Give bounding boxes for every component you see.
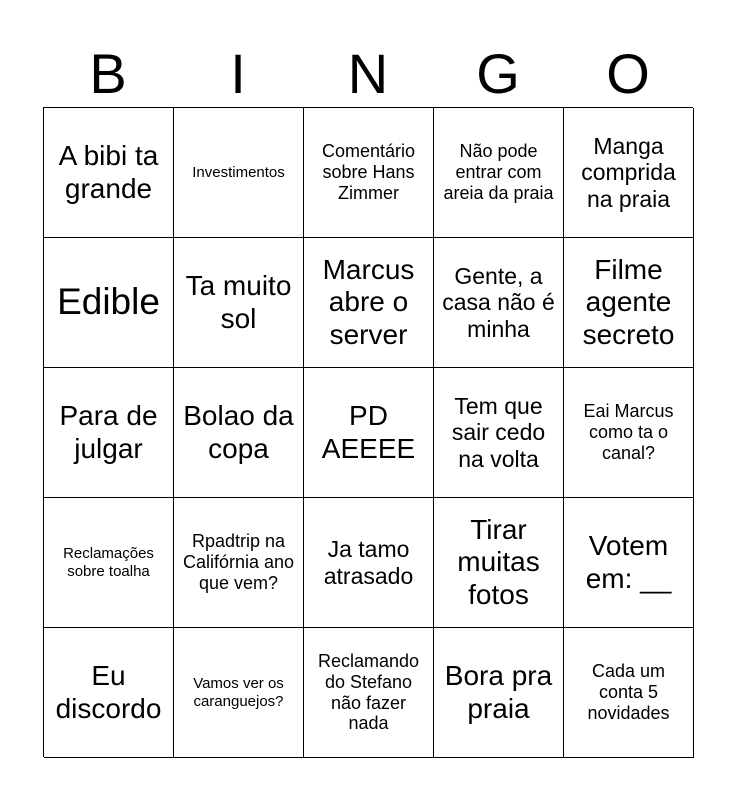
header-letter-n: N — [347, 42, 389, 105]
bingo-cell[interactable]: Reclamando do Stefano não fazer nada — [304, 628, 434, 758]
bingo-cell[interactable]: Ta muito sol — [174, 238, 304, 368]
bingo-cell[interactable]: Reclamações sobre toalha — [44, 498, 174, 628]
bingo-cell[interactable]: Gente, a casa não é minha — [434, 238, 564, 368]
bingo-cell[interactable]: Ja tamo atrasado — [304, 498, 434, 628]
bingo-cell[interactable]: Edible — [44, 238, 174, 368]
bingo-header — [43, 40, 693, 108]
bingo-cell[interactable]: Comentário sobre Hans Zimmer — [304, 108, 434, 238]
bingo-cell[interactable]: Não pode entrar com areia da praia — [434, 108, 564, 238]
bingo-cell[interactable]: Marcus abre o server — [304, 238, 434, 368]
bingo-cell[interactable]: Tem que sair cedo na volta — [434, 368, 564, 498]
header-letter-b: B — [89, 42, 127, 105]
bingo-cell[interactable]: Filme agente secreto — [564, 238, 694, 368]
bingo-cell[interactable]: Tirar muitas fotos — [434, 498, 564, 628]
bingo-cell[interactable]: A bibi ta grande — [44, 108, 174, 238]
bingo-cell[interactable]: Bora pra praia — [434, 628, 564, 758]
header-letter-i: I — [230, 42, 246, 105]
bingo-cell[interactable]: Vamos ver os caranguejos? — [174, 628, 304, 758]
bingo-cell[interactable]: Investimentos — [174, 108, 304, 238]
bingo-cell[interactable]: Eu discordo — [44, 628, 174, 758]
bingo-cell[interactable]: Para de julgar — [44, 368, 174, 498]
bingo-cell[interactable]: Bolao da copa — [174, 368, 304, 498]
header-letter-g: G — [476, 42, 520, 105]
bingo-cell[interactable]: Rpadtrip na Califórnia ano que vem? — [174, 498, 304, 628]
bingo-cell[interactable]: Eai Marcus como ta o canal? — [564, 368, 694, 498]
bingo-cell[interactable]: Cada um conta 5 novidades — [564, 628, 694, 758]
bingo-grid — [43, 107, 693, 757]
bingo-cell[interactable]: Manga comprida na praia — [564, 108, 694, 238]
bingo-cell[interactable]: PD AEEEE — [304, 368, 434, 498]
header-letter-o: O — [606, 42, 650, 105]
bingo-cell[interactable]: Votem em: __ — [564, 498, 694, 628]
